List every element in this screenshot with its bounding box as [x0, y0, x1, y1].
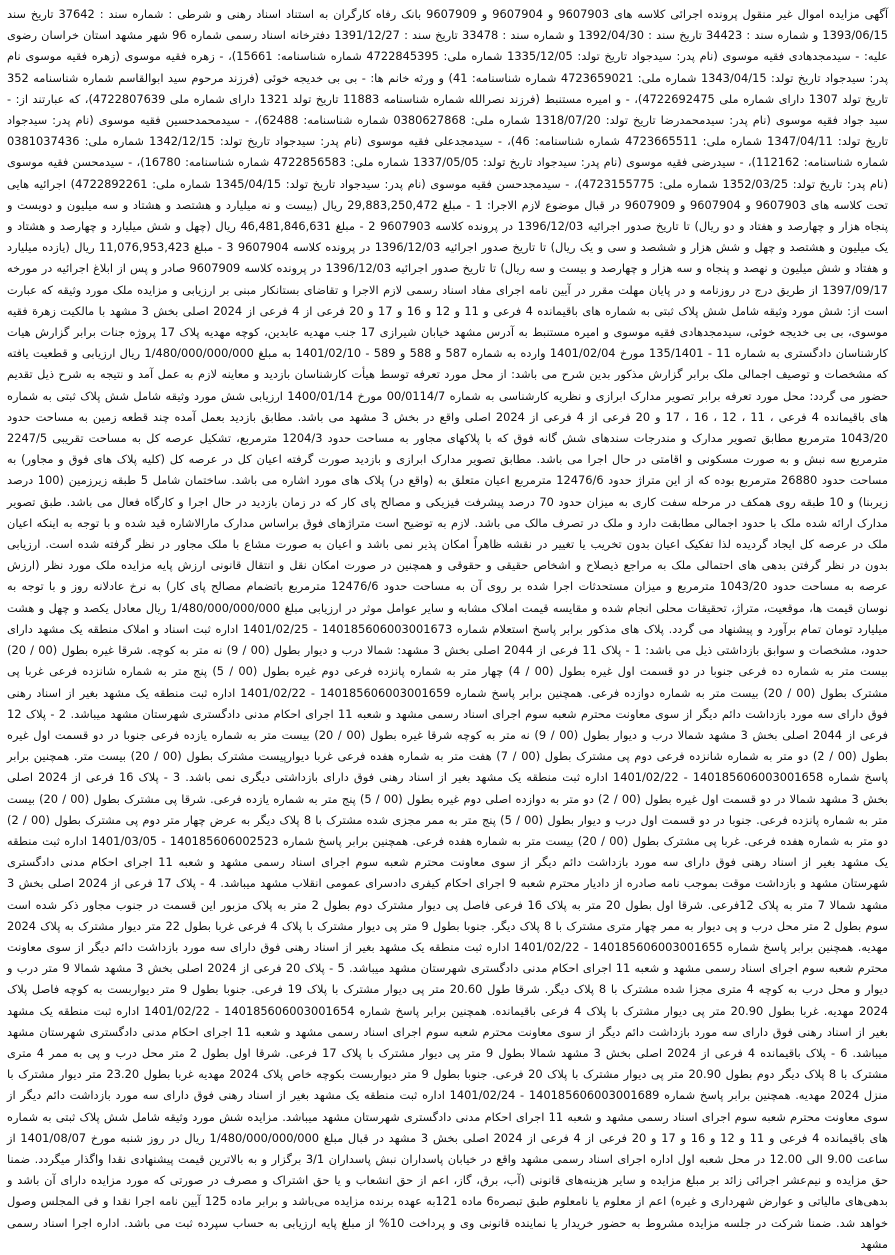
notice-body-text: آگهی مزایده اموال غیر منقول پرونده اجرائی کلاسه های 9607903 و 9607904 و 9607909 بانک رفاه کارگران به استناد اسناد رهنی و شرطی : شماره سند : 37642 تاریخ سند 1393/06/15 و شماره سند : 34423 تاریخ سند : 1392/04/30 و شماره سند : 33478 تاریخ سند : 1391/12/27 دفترخانه اسناد رسمی شماره 96 شهر مشهد استان خراسان رضوی علیه: - سیدمجدهادی فقیه موسوی (نام پدر: سیدجواد تاریخ تولد: 1335/12/05 شماره ملی: 4722845395 شماره شناسنامه: 15661)، - زهره فقیه موسوی (زهره فقیه موسوی نام پدر: سیدجواد تاریخ تولد: 1343/04/15 شماره ملی: 4723659021 شماره شناسنامه: 41) و ورثه خانم ها: - بی بی خدیجه خوئی (فرزند مرحوم سید ابوالقاسم شماره شناسنامه 352 تاریخ تولد 1307 دارای شماره ملی 4722692475)، - و امیره مستنبط (فرزند نصرالله شماره شناسنامه 11883 تاریخ تولد 1321 دارای شماره ملی 4722807639)، که عبارتند از: - سید جواد فقیه موسوی (نام پدر: سیدمحمدرضا تاریخ تولد: 1318/07/20 شماره ملی: 0380627868 شماره شناسنامه: 62488)، - سیدمحمدحسین فقیه موسوی (نام پدر: سیدجواد تاریخ تولد: 1347/04/11 شماره ملی: 4723665511 شماره شناسنامه: 46)، - سیدمجدعلی فقیه موسوی (نام پدر: سیدجواد تاریخ تولد: 1342/12/15 شماره ملی: 0381037436 شماره شناسنامه: 112162)، - سیدرضی فقیه موسوی (نام پدر: سیدجواد تاریخ تولد: 1337/05/05 شماره ملی: 4722856583 شماره شناسنامه: 16780)، - سیدمحسن فقیه موسوی (نام پدر: تاریخ تولد: 1352/03/25 شماره ملی: 4723155775)، - سیدمجدحسن فقیه موسوی (نام پدر: سیدجواد تاریخ تولد: 1345/04/15 شماره ملی: 4722892261) اجرائیه هایی تحت کلاسه های 9607903 و 9607904 و 9607909 در قبال موضوع لازم الاجرا: 1 - مبلغ 29,883,250,472 ریال (بیست و نه میلیارد و هشتصد و هشتاد و سه میلیون و دویست و پنجاه هزار و چهارصد و هفتاد و دو ریال) تا تاریخ صدور اجرائیه 1396/12/03 در پرونده کلاسه 9607903 2 - مبلغ 46,481,846,631 ریال (چهل و شش میلیارد و چهارصد و هشتاد و یک میلیون و هشتصد و چهل و شش هزار و ششصد و سی و یک ریال) تا تاریخ صدور اجرائیه 1396/12/03 در پرونده کلاسه 9607904 3 - مبلغ 11,076,953,423 ریال (یازده میلیارد و هفتاد و شش میلیون و نهصد و پنجاه و سه هزار و چهارصد و بیست و سه ریال) تا تاریخ صدور اجرائیه 1396/12/03 در پرونده کلاسه 9607909 صادر و پس از ابلاغ اجرائیه در مورخه 1397/09/17 از طریق درج در روزنامه و در پایان مهلت مقرر در آیین نامه اجرای مفاد اسناد رسمی لازم الاجرا و تقاضای بستانکار مبنی بر ارزیابی و مزایده ملک مورد وثیقه که عبارت است از: شش مورد وثیقه شامل شش پلاک ثبتی به شماره های باقیمانده 4 فرعی و 11 و 12 و 16 و 17 و 20 فرعی از 4 فرعی از 2024 اصلی بخش 3 مشهد با مالکیت زهرة فقیه موسوی، بی بی خدیجه خوئی، سیدمجدهادی فقیه موسوی و امیره مستنبط به آدرس مشهد خیابان شیرازی 17 جنب مهدیه عابدین، کوچه مهدیه پلاک 17 پروژه جنات برابر گزارش هیات کارشناسان دادگستری به شماره 11 - 135/1401 مورخ 1401/02/04 وارده به شماره 587 و 588 و 589 - 1401/02/10 به مبلغ 1/480/000/000/000 ریال ارزیابی و قطعیت یافته که مشخصات و توصیف اجمالی ملک برابر گزارش مذکور بدین شرح می باشد: از محل مورد تعرفه توسط هیأت کارشناسان بازدید و معاینه لازم به عمل آمد و نتیجه به شرح ذیل تقدیم حضور می گردد: محل مورد تعرفه برابر تصویر مدارک ابرازی و نظریه کارشناسی به شماره 00/0114/7 مورخ 1400/01/14 ارزیابی شش مورد وثیقه شامل شش پلاک ثبتی به شماره های باقیمانده 4 فرعی ، 11 ، 12 ، 16 ، 17 و 20 فرعی از 4 فرعی از 2024 اصلی واقع در بخش 3 مشهد می باشد. مطابق بازدید بعمل آمده چند قطعه زمین به مساحت حدود 1043/20 مترمربع مطابق تصویر مدارک و مندرجات سندهای شش گانه فوق که با پلاکهای مجاور به مساحت حدود 1204/3 مترمربع، تشکیل عرصه کل به مساحت تقریبی 2247/5 مترمربع سه نبش و به صورت مسکونی و اقامتی در حال اجرا می باشد. مطابق تصویر مدارک ابرازی و بازدید صورت گرفته اعیان کل در عرصه کل (کلیه پلاک های فوق و مجاور) به مساحت حدود 26880 مترمربع بوده که از این متراژ حدود 12476/6 مترمربع اعیان متعلق به (واقع در) پلاک های مورد اشاره می باشد. ساختمان شامل 5 طبقه زیرزمین (100 درصد زیربنا) و 10 طبقه روی همکف در مرحله سفت کاری به میزان حدود 70 درصد پیشرفت فیزیکی و مصالح پای کار که در زمان بازدید در حال اجرا و کارگاه فعال می باشد. طبق تصویر مدارک ارائه شده ملک با حدود اجمالی مطابقت دارد و ملک در تصرف مالک می باشد. لازم به توضیح است متراژهای فوق براساس مدارک مارالاشاره قید شده و با توجه به اینکه اعیان ملک در عرصه کل ایجاد گردیده لذا تفکیک اعیان بدون تخریب یا تغییر در نقشه ظاهراً امکان پذیر نمی باشد و اعیان به صورت مشاع با ملک مجاور در نظر گرفته شده است. ارزیابی بدون در نظر گرفتن بدهی های احتمالی ملک به مراجع ذیصلاح و اشخاص حقیقی و حقوقی و همچنین در صورت امکان نقل و انتقال قانونی ارزش پایه مزایده ملک مورد نظر (ارزش عرصه به مساحت حدود 1043/20 مترمربع و میزان مستحدثات اجرا شده بر روی آن به مساحت حدود 12476/6 مترمربع باتضمام مصالح پای کار) به نرخ عادلانه روز و با توجه به نوسان قیمت ها، موقعیت، متراژ، تحقیقات محلی انجام شده و مقایسه قیمت املاک مشابه و سایر عوامل موثر در ارزیابی مبلغ 1/480/000/000/000 ریال معادل یکصد و چهل و هشت میلیارد تومان تمام برآورد و پیشنهاد می گردد. پلاک های مذکور برابر پاسخ استعلام شماره 140185606003001673 - 1401/02/25 اداره ثبت اسناد و املاک منطقه یک مشهد دارای حدود، مشخصات و سوابق بازداشتی ذیل می باشد: 1 - پلاک 11 فرعی از 2044 اصلی بخش 3 مشهد: شمالا درب و دیوار بطول (00 / 9) نه متر به کوچه. شرقا غیره بطول (00 / 20) بیست متر به شماره ده فرعی جنوبا در دو قسمت اول غیره بطول (00 / 4) چهار متر به شماره پانزده فرعی دوم غیره بطول (00 / 5) پنج متر به شماره شانزده فرعی غربا پی مشترک بطول (00 / 20) بیست متر به شماره دوازده فرعی. همچنین برابر پاسخ شماره 140185606003001659 - 1401/02/22 اداره ثبت منطقه یک مشهد بغیر از اسناد رهنی فوق دارای سه مورد بازداشت دائم دیگر از سوی معاونت محترم شعبه سوم اجرای اسناد رسمی مشهد و شعبه 11 اجرای احکام مدنی دادگستری شهرستان مشهد میباشد. 2 - پلاک 12 فرعی از 2044 اصلی بخش 3 مشهد شمالا درب و دیوار بطول (00 / 9) نه متر به کوچه شرقا غیره بطول (00 / 20) بیست متر به شماره یازده فرعی جنوبا در دو قسمت اول غیره بطول (00 / 2) دو متر به شماره شانزده فرعی دوم پی مشترک بطول (00 / 7) هفت متر به شماره هفده فرعی غربا دیوارپیست مشترک بطول (00 / 20) بیست متر. همچنین برابر پاسخ شماره 140185606003001658 - 1401/02/22 اداره ثبت منطقه یک مشهد بغیر از اسناد رهنی فوق دارای بازداشتی دیگری نمی باشد. 3 - پلاک 16 فرعی از 2024 اصلی بخش 3 مشهد شمالا در دو قسمت اول غیره بطول (00 / 2) دو متر به دوازده اصلی دوم غیره بطول (00 / 5) پنج متر به شماره یازده فرعی. شرقا پی مشترک بطول (00 / 20) بیست متر به شماره پانزده فرعی. جنوبا در دو قسمت اول درب و دیوار بطول (00 / 5) پنج متر به ممر مجزی شده مشترک با 8 پلاک دیگر به عرض چهار متر دوم پی مشترک بطول (00 / 2) دو متر به شماره هفده فرعی. غربا پی مشترک بطول (00 / 20) بیست متر به شماره هفده فرعی. همچنین برابر پاسخ شماره 140185606002523 - 1401/03/05 اداره ثبت منطقه یک مشهد بغیر از اسناد رهنی فوق دارای سه مورد بازداشت دائم دیگر از سوی معاونت محترم شعبه سوم اجرای اسناد رسمی مشهد و شعبه 11 اجرای احکام مدنی دادگستری شهرستان مشهد و بازداشت موقت بموجب نامه صادره از دادیار محترم شعبه 9 اجرای احکام کیفری دادسرای عمومی انقلاب مشهد میباشد. 4 - پلاک 17 فرعی از 2024 اصلی بخش 3 مشهد شمالا 7 متر به پلاک 12فرعی. شرقا اول بطول 20 متر به پلاک 16 فرعی فاصل پی دیوار مشترک دوم بطول 2 متر به پلاک مزبور این قسمت در جنوب مجاور ذکر شده است سوم بطول 2 متر محل درب و پی دیوار به ممر چهار متری مشترک با 8 پلاک دیگر. جنوبا بطول 9 متر پی دیوار مشترک با پلاک 4 فرعی غربا بطول 22 متر دیوار مشترک به پلاک 2024 مهدیه. همچنین برابر پاسخ شماره 140185606003001655 - 1401/02/22 اداره ثبت منطقه یک مشهد بغیر از اسناد رهنی فوق دارای سه مورد بازداشت دائم دیگر از سوی معاونت محترم شعبه سوم اجرای اسناد رسمی مشهد و شعبه 11 اجرای احکام مدنی دادگستری شهرستان مشهد میباشد. 5 - پلاک 20 فرعی از 2024 اصلی بخش 3 مشهد شمالا 9 متر درب و دیوار و محل درب به کوچه 4 متری مجزا شده مشترک با 8 پلاک دیگر. شرقا طول 20.60 متر پی دیوار مشترک با پلاک 19 فرعی. جنوبا بطول 9 متر دیواربست به کوچه فاصل پلاک 2024 مهدیه. غربا بطول 20.90 متر پی دیوار مشترک با پلاک 4 فرعی باقیمانده. همچنین برابر پاسخ شماره 140185606003001654 - 1401/02/22 اداره ثبت منطقه یک مشهد بغیر از اسناد رهنی فوق دارای سه مورد بازداشت دائم دیگر از سوی معاونت محترم شعبه سوم اجرای اسناد رسمی مشهد و شعبه 11 اجرای احکام مدنی دادگستری شهرستان مشهد میباشد. 6 - پلاک باقیمانده 4 فرعی از 2024 اصلی بخش 3 مشهد شمالا بطول 9 متر پی دیوار مشترک با پلاک 17 فرعی. شرقا اول بطول 2 متر محل درب و پی به ممر 4 متری مشترک با 8 پلاک دیگر دوم بطول 20.90 متر پی دیوار مشترک با پلاک 20 فرعی. جنوبا بطول 9 متر دیواربست بکوچه خاص پلاک 2024 مهدیه غربا بطول 23.20 متر دیوار مشترک با منزل 2024 مهدیه. همچنین برابر پاسخ شماره 140185606003001689 - 1401/02/24 اداره ثبت منطقه یک مشهد بغیر از اسناد رهنی فوق دارای سه مورد بازداشت دائم دیگر از سوی معاونت محترم شعبه سوم اجرای اسناد رسمی مشهد و شعبه 11 اجرای احکام مدنی دادگستری شهرستان مشهد میباشد. مزایده شش مورد وثیقه شامل شش پلاک ثبتی به شماره های باقیمانده 4 فرعی و 11 و 12 و 16 و 17 و 20 فرعی از 4 فرعی از 2024 اصلی بخش 3 مشهد در قبال مبلغ 1/480/000/000/000 ریال در روز شنبه مورخ 1401/08/07 از ساعت 9.00 الی 12.00 در محل شعبه اول اداره اجرای اسناد رسمی مشهد واقع در خیابان پاسداران نبش پاسداران 3/1 برگزار و به بالاترین قیمت پیشنهادی نقدا واگذار میگردد. ضمنا حق مزایده و نیم‌عشر اجرائی زائد بر مبلغ مزایده و سایر هزینه‌های قانونی (آب، برق، گاز، اعم از حق انشعاب و یا حق اشتراک و مصرف در صورتی که مورد مزایده دارای آن باشد و بدهی‌های مالیاتی و عوارض شهرداری و غیره) اعم از معلوم یا نامعلوم طبق تبصره6 ماده 121به عهده برنده مزایده می‌باشد و برابر ماده 125 آیین نامه اجرا نقدا و فی المجلس وصول خواهد شد. ضمنا شرکت در جلسه مزایده مشروط به حضور خریدار یا نماینده قانونی وی و پرداخت 10% از مبلغ پایه ارزیابی به حساب سپرده ثبت می باشد. اداره اجرا اسناد رسمی مشهد — [7, 7, 889, 1251]
auction-notice — [7, 4, 889, 1251]
